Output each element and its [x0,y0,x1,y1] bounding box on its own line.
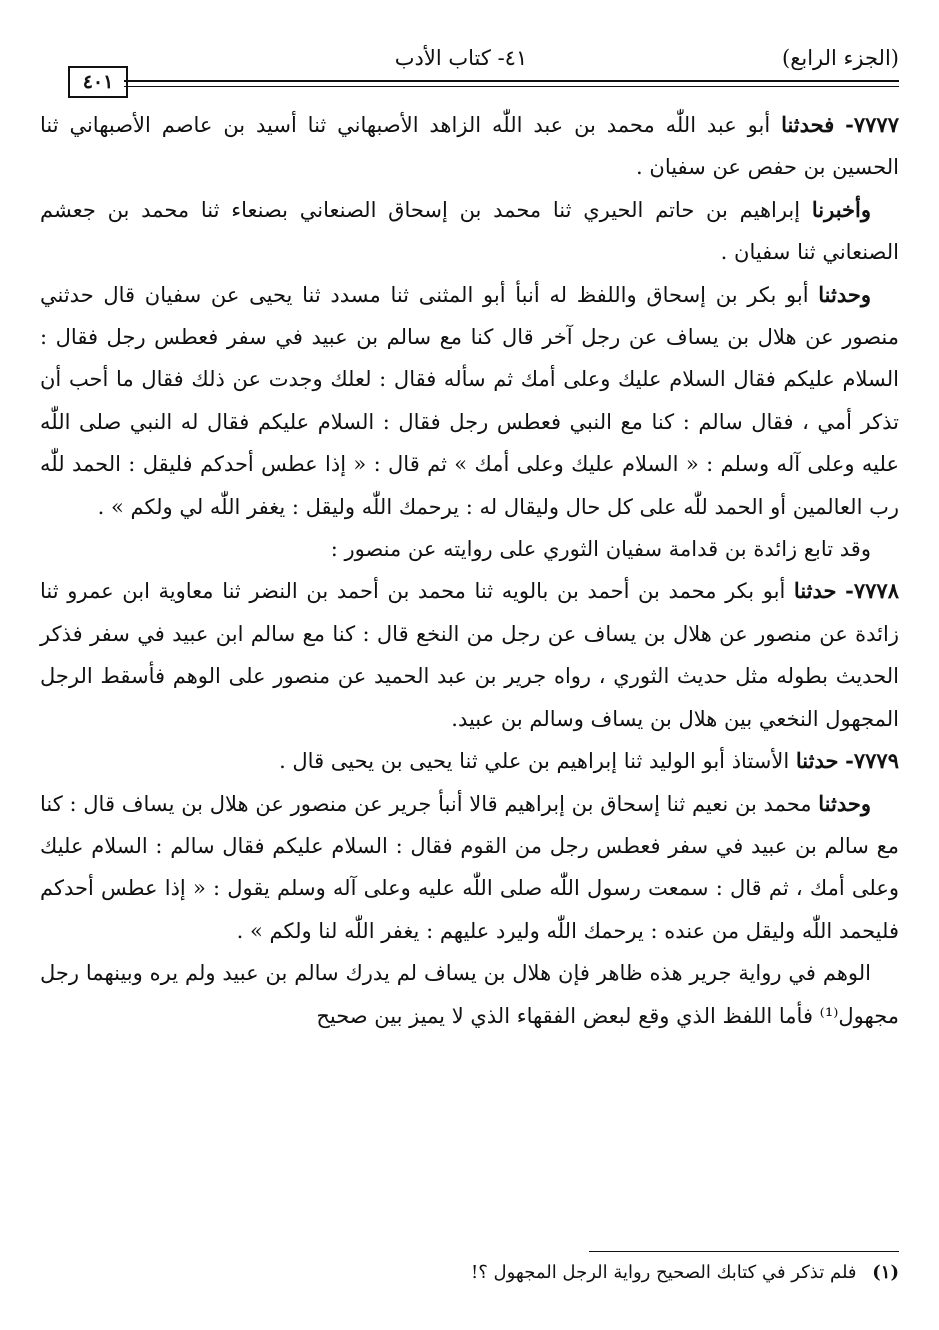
main-text [40,104,899,1037]
narration-lead: وأخبرنا [811,196,871,222]
narration-lead: فحدثنا [781,112,835,137]
hadith-paragraph [40,740,899,782]
hadith-paragraph [40,189,899,274]
footnote-text: فلم تذكر في كتابك الصحيح رواية الرجل المجهول ؟! [471,1262,857,1283]
narration-lead: حدثنا [793,578,837,604]
chapter-title: ٤١- كتاب الأدب [394,46,528,70]
paragraph-text: وقد تابع زائدة بن قدامة سفيان الثوري على روايته عن منصور : [330,537,871,562]
narration-lead: حدثنا [795,748,839,774]
page-header [40,36,899,100]
paragraph-text: أبو بكر بن إسحاق واللفظ له أنبأ أبو المثنى ثنا مسدد ثنا يحيى عن سفيان قال حدثني منصور عن هلال بن يساف عن رجل آخر قال كنا مع سالم بن عبيد في سفر فعطس رجل فقال : السلام عليكم فقال السلام عليك وعلى أمك ثم سأله فقال : لعلك وجدت عن ذلك فقال ما أحب أن تذكر أمي ، فقال سالم : كنا مع النبي فعطس رجل فقال : السلام عليكم فقال له النبي صلى اللّٰه عليه وعلى آله وسلم : « السلام عليك وعلى أمك » ثم قال : « إذا عطس أحدكم فليقل : الحمد للّٰه رب العالمين أو الحمد للّٰه على كل حال وليقال له : يرحمك اللّٰه وليقل : يغفر اللّٰه لي ولكم » . [40,282,899,519]
hadith-paragraph [40,952,899,1037]
footnote-marker: (١) [872,1262,899,1283]
hadith-paragraph [40,783,899,953]
hadith-number: ٧٧٧٨- [845,578,899,604]
hadith-number: ٧٧٧٧- [845,112,899,137]
paragraph-text: أبو عبد اللّٰه محمد بن عبد اللّٰه الزاهد الأصبهاني ثنا أسيد بن عاصم الأصبهاني ثنا الحسين بن حفص عن سفيان . [40,113,899,180]
book-page [40,36,899,1296]
header-row [40,36,899,70]
paragraph-text: الوهم في رواية جرير هذه ظاهر فإن هلال بن يساف لم يدرك سالم بن عبيد ولم يره وبينهما رجل مجهول⁽¹⁾ فأما اللفظ الذي وقع لبعض الفقهاء الذي لا يميز بين صحيح [40,961,899,1028]
paragraph-text: الأستاذ أبو الوليد ثنا إبراهيم بن علي ثنا يحيى بن يحيى قال . [279,749,796,774]
paragraph-text: إبراهيم بن حاتم الحيري ثنا محمد بن إسحاق الصنعاني بصنعاء ثنا محمد بن جعشم الصنعاني ثنا سفيان . [40,197,899,265]
paragraph-text: محمد بن نعيم ثنا إسحاق بن إبراهيم قالا أنبأ جرير عن منصور عن هلال بن يساف قال : كنا مع سالم بن عبيد في سفر فعطس رجل من القوم فقال : السلام عليكم فقال سالم : السلام عليك وعلى أمك ، ثم قال : سمعت رسول اللّٰه صلى اللّٰه عليه وعلى آله وسلم يقول : « إذا عطس أحدكم فليحمد اللّٰه وليقل من عنده : يرحمك اللّٰه وليرد عليهم : يغفر اللّٰه لنا ولكم » . [40,791,899,943]
narration-lead: وحدثنا [818,281,871,307]
hadith-paragraph [40,274,899,528]
hadith-paragraph [40,528,899,570]
header-rule-thin [124,86,899,87]
hadith-paragraph [40,570,899,740]
page-number-box: ٤٠١ [68,66,128,98]
header-rule [124,80,899,82]
hadith-number: ٧٧٧٩- [845,748,899,774]
volume-title: (الجزء الرابع) [782,46,899,70]
footnote-rule [589,1251,899,1252]
hadith-paragraph [40,104,899,189]
paragraph-text: أبو بكر محمد بن أحمد بن بالويه ثنا محمد بن أحمد بن النضر ثنا معاوية ابن عمرو ثنا زائدة عن منصور عن هلال بن يساف عن رجل من النخع قال : كنا مع سالم ابن عبيد في سفر فذكر الحديث بطوله مثل حديث الثوري ، رواه جرير بن عبد الحميد عن منصور على الوهم فأسقط الرجل المجهول النخعي بين هلال بن يساف وسالم بن عبيد. [40,579,899,731]
narration-lead: وحدثنا [818,790,871,816]
footnote [40,1258,899,1288]
